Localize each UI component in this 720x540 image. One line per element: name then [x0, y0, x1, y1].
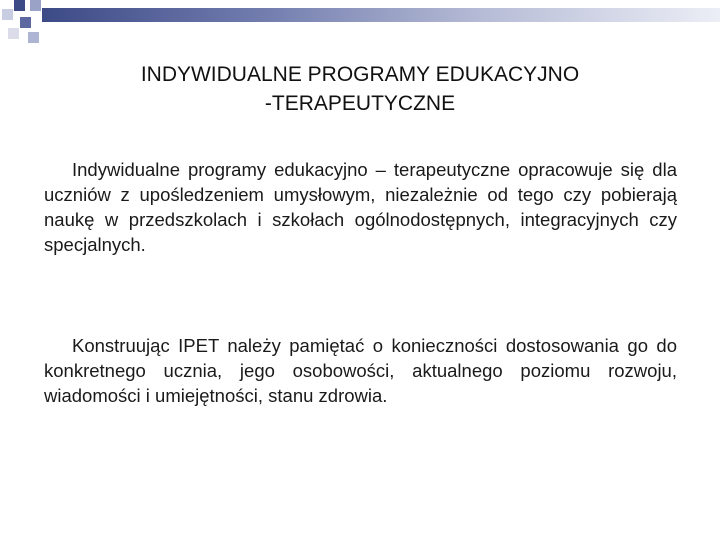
- decor-square: [8, 28, 19, 39]
- paragraph-1-text: Indywidualne programy edukacyjno – terapeutyczne opracowuje się dla uczniów z upośledzeniem umysłowym, niezależnie od tego czy pobierają naukę w przedszkolach i szkołach ogólnodostępnych, integracyjnych czy specjalnych.: [44, 159, 677, 255]
- slide-title: [40, 60, 680, 118]
- decor-square: [2, 9, 13, 20]
- paragraph-2: [44, 333, 677, 408]
- decor-square: [14, 0, 25, 11]
- decor-square: [28, 32, 39, 43]
- header-gradient-bar: [42, 8, 720, 22]
- paragraph-1: [44, 157, 677, 257]
- slide-title-line2: -TERAPEUTYCZNE: [264, 92, 456, 115]
- paragraph-2-text: Konstruując IPET należy pamiętać o konieczności dostosowania go do konkretnego ucznia, jego osobowości, aktualnego poziomu rozwoju, wiadomości i umiejętności, stanu zdrowia.: [44, 335, 677, 406]
- decor-square: [30, 0, 41, 11]
- corner-decoration: [0, 0, 60, 45]
- decor-square: [20, 17, 31, 28]
- slide-title-line1: INDYWIDUALNE PROGRAMY EDUKACYJNO: [140, 63, 580, 86]
